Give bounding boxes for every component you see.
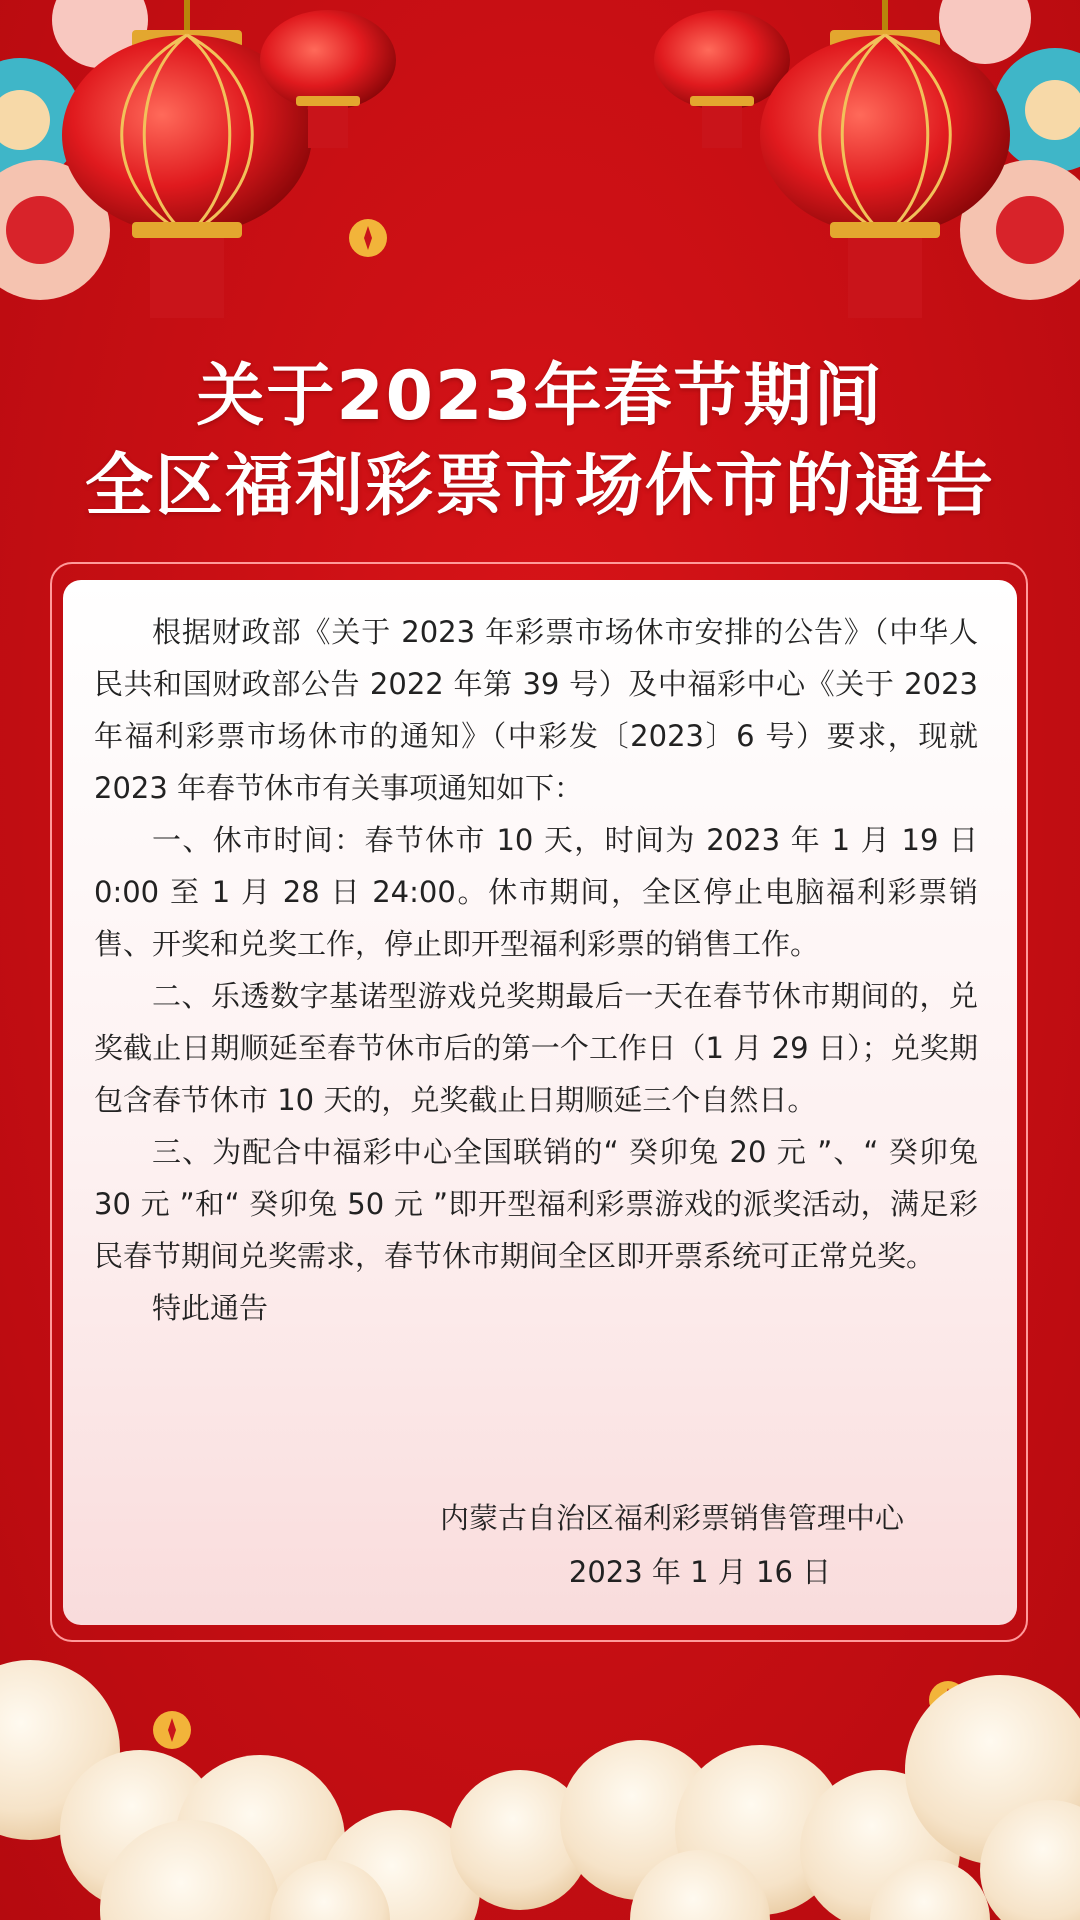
coin-icon [348,218,388,258]
cloud-icon [0,1660,1080,1920]
notice-body [94,606,978,1334]
page-title-line2: 全区福利彩票市场休市的通告 [84,447,995,526]
paragraph-intro: 根据财政部《关于 2023 年彩票市场休市安排的公告》（中华人民共和国财政部公告 2022 年第 39 号）及中福彩中心《关于 2023 年福利彩票市场休市的通知》（中彩发〔2023〕6 号）要求，现就 2023 年春节休市有关事项通知如下： [94,615,978,805]
paragraph-closing: 特此通告 [152,1291,269,1325]
cloud-decoration [0,1620,1080,1920]
paragraph-item-3: 三、为配合中福彩中心全国联销的“ 癸卯兔 20 元 ”、“ 癸卯兔 30 元 ”和“ 癸卯兔 50 元 ”即开型福利彩票游戏的派奖活动，满足彩民春节期间兑奖需求，春节休市期间全区即开票系统可正常兑奖。 [94,1135,978,1273]
lantern-decoration [0,0,1080,330]
signature-date: 2023 年 1 月 16 日 [568,1555,832,1589]
page-title-line1: 关于2023年春节期间 [196,357,884,436]
paragraph-item-2: 二、乐透数字基诺型游戏兑奖期最后一天在春节休市期间的，兑奖截止日期顺延至春节休市后的第一个工作日（1 月 29 日）；兑奖期包含春节休市 10 天的，兑奖截止日期顺延三个自然日。 [94,979,978,1117]
signature-organization: 内蒙古自治区福利彩票销售管理中心 [440,1501,905,1535]
paragraph-item-1: 一、休市时间：春节休市 10 天，时间为 2023 年 1 月 19 日 0:00 至 1 月 28 日 24:00。休市期间，全区停止电脑福利彩票销售、开奖和兑奖工作，停止即开型福利彩票的销售工作。 [94,823,978,961]
